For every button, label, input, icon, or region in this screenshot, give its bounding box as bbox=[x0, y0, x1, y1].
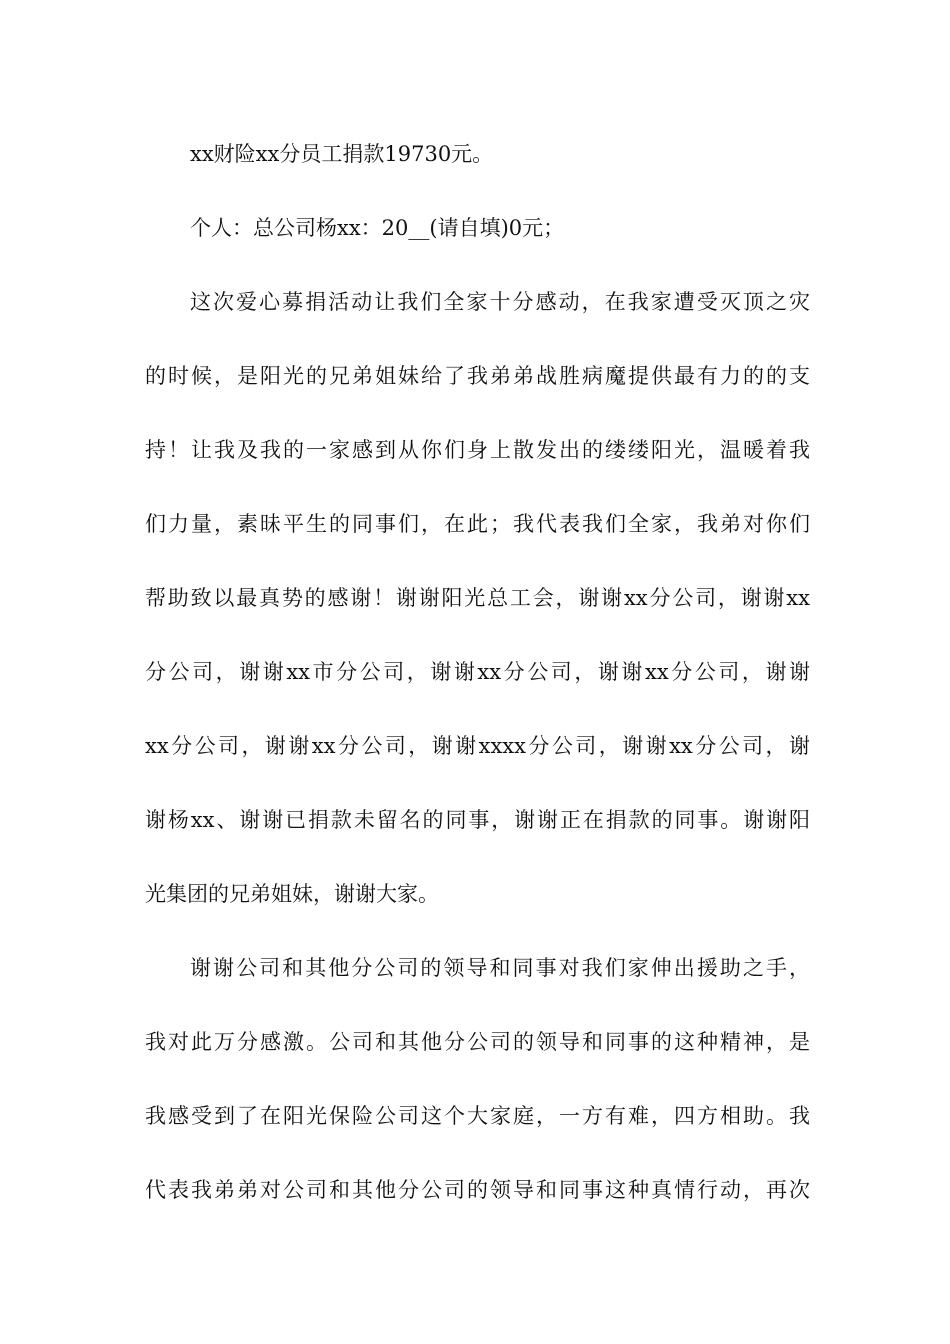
paragraph-gratitude-line-2: 我对此万分感激。公司和其他分公司的领导和同事的这种精神，是 bbox=[145, 1030, 810, 1054]
text-line-personal-donation: 个人：总公司杨xx：20__(请自填)0元； bbox=[190, 216, 565, 240]
paragraph-gratitude-line-3: 我感受到了在阳光保险公司这个大家庭，一方有难，四方相助。我 bbox=[145, 1104, 810, 1128]
paragraph-thanks-line-7: xx分公司，谢谢xx分公司，谢谢xxxx分公司，谢谢xx分公司，谢 bbox=[145, 734, 810, 758]
paragraph-gratitude-line-1: 谢谢公司和其他分公司的领导和同事对我们家伸出援助之手， bbox=[190, 956, 810, 980]
paragraph-thanks-line-2: 的时候，是阳光的兄弟姐妹给了我弟弟战胜病魔提供最有力的的支 bbox=[145, 364, 810, 388]
paragraph-thanks-line-9: 光集团的兄弟姐妹，谢谢大家。 bbox=[145, 882, 439, 906]
paragraph-gratitude-line-4: 代表我弟弟对公司和其他分公司的领导和同事这种真情行动，再次 bbox=[145, 1178, 810, 1202]
paragraph-thanks-line-6: 分公司，谢谢xx市分公司，谢谢xx分公司，谢谢xx分公司，谢谢 bbox=[145, 660, 810, 684]
text-line-donation-total: xx财险xx分员工捐款19730元。 bbox=[190, 142, 494, 166]
paragraph-thanks-line-4: 们力量，素昧平生的同事们，在此；我代表我们全家，我弟对你们 bbox=[145, 512, 810, 536]
paragraph-thanks-line-8: 谢杨xx、谢谢已捐款未留名的同事，谢谢正在捐款的同事。谢谢阳 bbox=[145, 808, 810, 832]
paragraph-thanks-line-1: 这次爱心募捐活动让我们全家十分感动，在我家遭受灭顶之灾 bbox=[190, 290, 810, 314]
paragraph-thanks-line-3: 持！让我及我的一家感到从你们身上散发出的缕缕阳光，温暖着我 bbox=[145, 438, 810, 462]
paragraph-thanks-line-5: 帮助致以最真势的感谢！谢谢阳光总工会，谢谢xx分公司，谢谢xx bbox=[145, 586, 810, 610]
